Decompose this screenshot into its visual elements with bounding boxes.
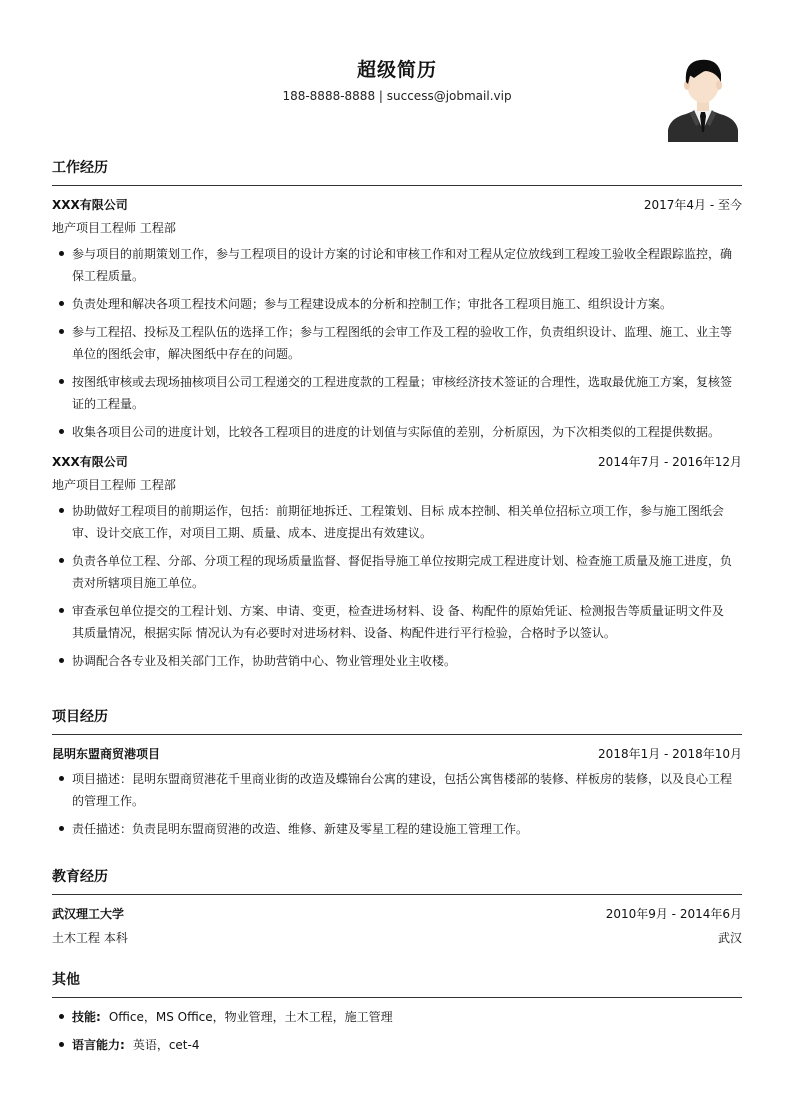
job-header	[52, 449, 742, 473]
list-item: 参与项目的前期策划工作，参与工程项目的设计方案的讨论和审核工作和对工程从定位放线到工程竣工验收全程跟踪监控，确保工程质量。	[72, 243, 742, 287]
work-section	[52, 157, 742, 678]
contact-info: 188-8888-8888 | success@jobmail.vip	[282, 89, 512, 103]
education-date: 2010年9月 - 2014年6月	[605, 906, 742, 921]
work-section-title: 工作经历	[52, 157, 742, 186]
list-item: 协助做好工程项目的前期运作，包括：前期征地拆迁、工程策划、目标 成本控制、相关单位招标立项工作，参与施工图纸会审、设计交底工作，对项目工期、质量、成本、进度提出有效建议。	[72, 500, 742, 544]
company-name: XXX有限公司	[52, 454, 128, 469]
list-item: 参与工程招、投标及工程队伍的选择工作；参与工程图纸的会审工作及工程的验收工作，负责组织设计、监理、施工、业主等单位的图纸会审，解决图纸中存在的问题。	[72, 321, 742, 365]
list-item: 负责各单位工程、分部、分项工程的现场质量监督、督促指导施工单位按期完成工程进度计划、检查施工质量及施工进度，负责对所辖项目施工单位。	[72, 550, 742, 594]
company-name: XXX有限公司	[52, 197, 128, 212]
skills-label: 技能:	[72, 1010, 101, 1024]
job-role: 地产项目工程师 工程部	[52, 478, 176, 492]
education-section-title: 教育经历	[52, 866, 742, 895]
list-item: 协调配合各专业及相关部门工作，协助营销中心、物业管理处业主收楼。	[72, 650, 742, 672]
project-section-title: 项目经历	[52, 706, 742, 735]
businessman-avatar-icon	[666, 52, 740, 142]
list-item: 收集各项目公司的进度计划，比较各工程项目的进度的计划值与实际值的差别，分析原因，为下次相类似的工程提供数据。	[72, 421, 742, 443]
skills-value: Office，MS Office，物业管理，土木工程，施工管理	[108, 1010, 393, 1024]
project-section	[52, 706, 742, 846]
language-value: 英语，cet-4	[132, 1038, 200, 1052]
other-list	[52, 1006, 742, 1056]
job-duties	[52, 243, 742, 443]
education-header	[52, 901, 742, 925]
project-name: 昆明东盟商贸港项目	[52, 746, 161, 761]
project-header	[52, 741, 742, 765]
education-detail	[52, 925, 742, 949]
list-item: 负责处理和解决各项工程技术问题；参与工程建设成本的分析和控制工作；审批各工程项目施工、组织设计方案。	[72, 293, 742, 315]
project-date: 2018年1月 - 2018年10月	[598, 746, 742, 761]
skills-item	[72, 1006, 742, 1028]
list-item: 审查承包单位提交的工程计划、方案、申请、变更，检查进场材料、设 备、构配件的原始凭证、检测报告等质量证明文件及其质量情况，根据实际 情况认为有必要时对进场材料、设备、构配件进行平行检验，合格时予以签认。	[72, 600, 742, 644]
resume-header	[52, 52, 742, 147]
language-label: 语言能力:	[72, 1038, 125, 1052]
job-date: 2017年4月 - 至今	[643, 197, 742, 212]
education-section	[52, 866, 742, 949]
job-entry	[52, 192, 742, 443]
job-date: 2014年7月 - 2016年12月	[598, 454, 742, 469]
project-details	[52, 768, 742, 840]
list-item: 责任描述：负责昆明东盟商贸港的改造、维修、新建及零星工程的建设施工管理工作。	[72, 818, 742, 840]
job-header	[52, 192, 742, 216]
list-item: 按图纸审核或去现场抽核项目公司工程递交的工程进度款的工程量；审核经济技术签证的合理性，选取最优施工方案，复核签证的工程量。	[72, 371, 742, 415]
other-section	[52, 969, 742, 1062]
job-duties	[52, 500, 742, 672]
job-entry	[52, 449, 742, 672]
language-item	[72, 1034, 742, 1056]
city: 武汉	[717, 930, 742, 945]
resume-name: 超级简历	[356, 59, 437, 81]
school-name: 武汉理工大学	[52, 906, 125, 921]
job-role: 地产项目工程师 工程部	[52, 221, 176, 235]
other-section-title: 其他	[52, 969, 742, 998]
major: 土木工程 本科	[52, 930, 128, 945]
list-item: 项目描述：昆明东盟商贸港花千里商业街的改造及蝶锦台公寓的建设，包括公寓售楼部的装修、样板房的装修，以及良心工程的管理工作。	[72, 768, 742, 812]
